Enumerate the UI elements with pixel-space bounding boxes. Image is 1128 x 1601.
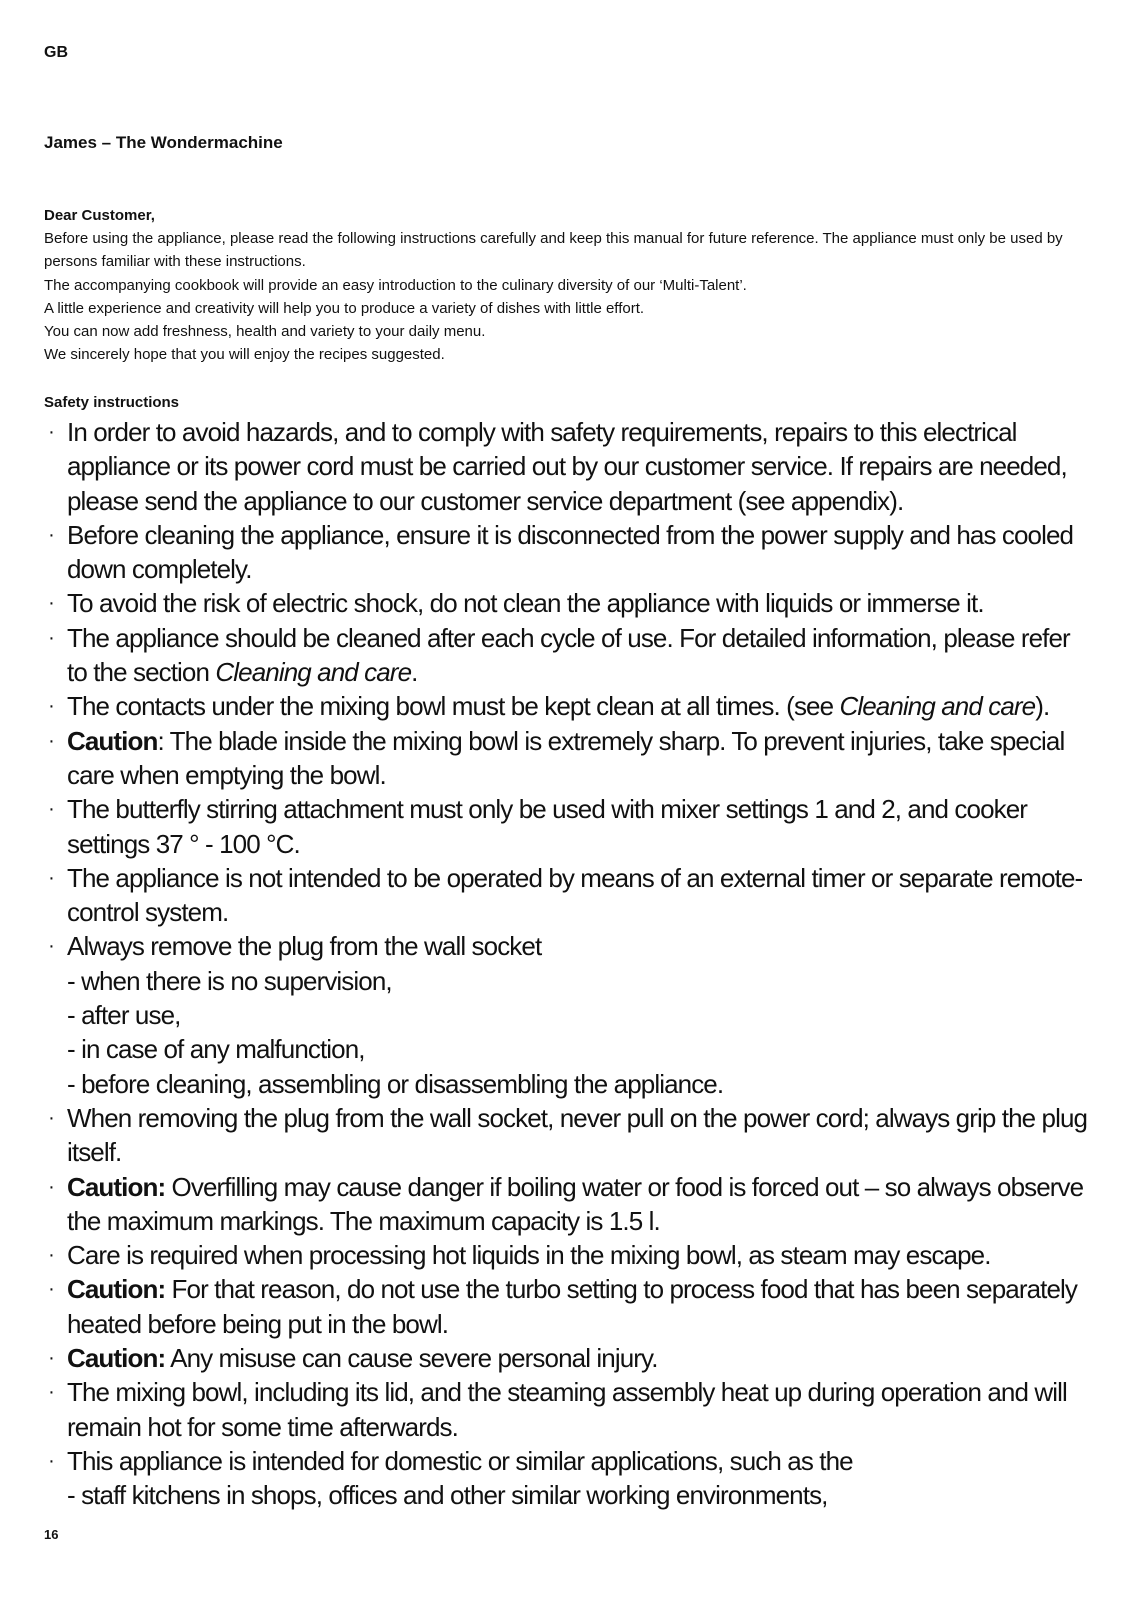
- caution-label: Caution:: [67, 1274, 166, 1305]
- bullet-dot-icon: ·: [48, 1175, 54, 1198]
- intro-section: [44, 204, 1084, 366]
- bullet-dot-icon: ·: [48, 1244, 54, 1267]
- bullet-dot-icon: ·: [48, 1381, 54, 1404]
- bullet-dot-icon: ·: [48, 1278, 54, 1301]
- bullet-dot-icon: ·: [48, 592, 54, 615]
- bullet-dot-icon: ·: [48, 866, 54, 889]
- safety-item-text-end: ).: [1035, 691, 1050, 722]
- safety-item: [44, 586, 1094, 620]
- safety-item-text-end: .: [411, 657, 418, 688]
- safety-item: [44, 1341, 1094, 1375]
- safety-item-text: The butterfly stirring attachment must only be used with mixer settings 1 and 2, and cooker settings 37 ° - 100 °C.: [67, 794, 1028, 859]
- safety-item-text: Before cleaning the appliance, ensure it is disconnected from the power supply and has cooled down completely.: [67, 519, 1074, 585]
- safety-item-text: The appliance is not intended to be operated by means of an external timer or separate remote-control system.: [67, 862, 1083, 928]
- safety-item: [44, 792, 1094, 861]
- safety-subitem: [44, 1478, 1094, 1512]
- bullet-dot-icon: ·: [48, 421, 54, 443]
- bullet-dot-icon: ·: [48, 729, 54, 752]
- safety-item-text: - when there is no supervision,: [67, 965, 392, 996]
- safety-subitem: [44, 964, 1094, 998]
- document-title: James – The Wondermachine: [44, 133, 283, 152]
- bullet-dot-icon: ·: [48, 1106, 54, 1129]
- safety-item: [44, 689, 1094, 723]
- language-code: GB: [44, 44, 68, 61]
- bullet-dot-icon: ·: [48, 626, 54, 649]
- greeting: Dear Customer,: [44, 207, 155, 224]
- bullet-dot-icon: ·: [48, 1449, 54, 1472]
- bullet-dot-icon: ·: [48, 523, 54, 546]
- safety-item-text: When removing the plug from the wall socket, never pull on the power cord; always grip the plug itself.: [67, 1102, 1088, 1168]
- bullet-dot-icon: ·: [48, 695, 54, 718]
- page-number: 16: [44, 1527, 59, 1542]
- safety-item-text: This appliance is intended for domestic or similar applications, such as the: [67, 1445, 853, 1476]
- safety-item-text: The mixing bowl, including its lid, and the steaming assembly heat up during operation and will remain hot for some time afterwards.: [67, 1377, 1067, 1442]
- safety-item: [44, 724, 1094, 793]
- safety-item-text: - before cleaning, assembling or disassembling the appliance.: [67, 1068, 724, 1099]
- caution-label: Caution: [67, 725, 158, 756]
- safety-item-text: To avoid the risk of electric shock, do not clean the appliance with liquids or immerse it.: [67, 588, 984, 619]
- safety-item: [44, 1170, 1094, 1239]
- safety-subitem: [44, 1067, 1094, 1101]
- section-reference: Cleaning and care: [839, 691, 1036, 722]
- safety-item-text: For that reason, do not use the turbo setting to process food that has been separately heated before being put in the bowl.: [67, 1274, 1078, 1339]
- section-reference: Cleaning and care: [215, 657, 412, 688]
- safety-item-text: Overfilling may cause danger if boiling water or food is forced out – so always observe the maximum markings. The maximum capacity is 1.5 l.: [67, 1171, 1084, 1236]
- caution-label: Caution:: [67, 1343, 166, 1374]
- safety-item-text: Always remove the plug from the wall socket: [67, 931, 542, 962]
- safety-item-text: Any misuse can cause severe personal injury.: [165, 1343, 658, 1374]
- safety-item-text: : The blade inside the mixing bowl is extremely sharp. To prevent injuries, take special care when emptying the bowl.: [67, 725, 1065, 790]
- safety-heading: Safety instructions: [44, 394, 180, 411]
- safety-subitem: [44, 1032, 1094, 1066]
- intro-paragraph: We sincerely hope that you will enjoy the recipes suggested.: [44, 346, 445, 364]
- caution-label: Caution:: [67, 1171, 166, 1202]
- intro-paragraph: The accompanying cookbook will provide an easy introduction to the culinary diversity of our ‘Multi-Talent’.: [44, 276, 747, 294]
- safety-item-text: The appliance should be cleaned after each cycle of use. For detailed information, please refer to the section: [67, 622, 1070, 688]
- safety-item: [44, 621, 1094, 690]
- safety-item-text: - staff kitchens in shops, offices and other similar working environments,: [67, 1480, 828, 1511]
- safety-item: [44, 1272, 1094, 1341]
- safety-item-text: Care is required when processing hot liquids in the mixing bowl, as steam may escape.: [67, 1240, 991, 1271]
- safety-item: [44, 861, 1094, 930]
- safety-item: [44, 929, 1094, 963]
- safety-item-text: - in case of any malfunction,: [67, 1034, 365, 1065]
- safety-list: [44, 415, 1094, 1513]
- safety-item: [44, 518, 1094, 587]
- safety-item-text: In order to avoid hazards, and to comply with safety requirements, repairs to this electrical appliance or its power cord must be carried out by our customer service. If repairs are needed, please send the appliance to our customer service department (see appendix).: [67, 417, 1067, 516]
- safety-item: [44, 415, 1094, 518]
- safety-item-text: The contacts under the mixing bowl must be kept clean at all times. (see: [67, 691, 840, 722]
- safety-item-text: - after use,: [67, 1000, 181, 1031]
- intro-paragraph: A little experience and creativity will help you to produce a variety of dishes with little effort.: [44, 299, 645, 317]
- bullet-dot-icon: ·: [48, 1347, 54, 1370]
- intro-paragraph: You can now add freshness, health and variety to your daily menu.: [44, 323, 486, 341]
- safety-item: [44, 1375, 1094, 1444]
- safety-item: [44, 1238, 1094, 1272]
- bullet-dot-icon: ·: [48, 798, 54, 821]
- safety-item: [44, 1444, 1094, 1478]
- safety-subitem: [44, 998, 1094, 1032]
- safety-item: [44, 1101, 1094, 1170]
- bullet-dot-icon: ·: [48, 935, 54, 958]
- intro-paragraph: Before using the appliance, please read the following instructions carefully and keep this manual for future reference. The appliance must only be used by persons familiar with these instructions.: [44, 230, 1063, 271]
